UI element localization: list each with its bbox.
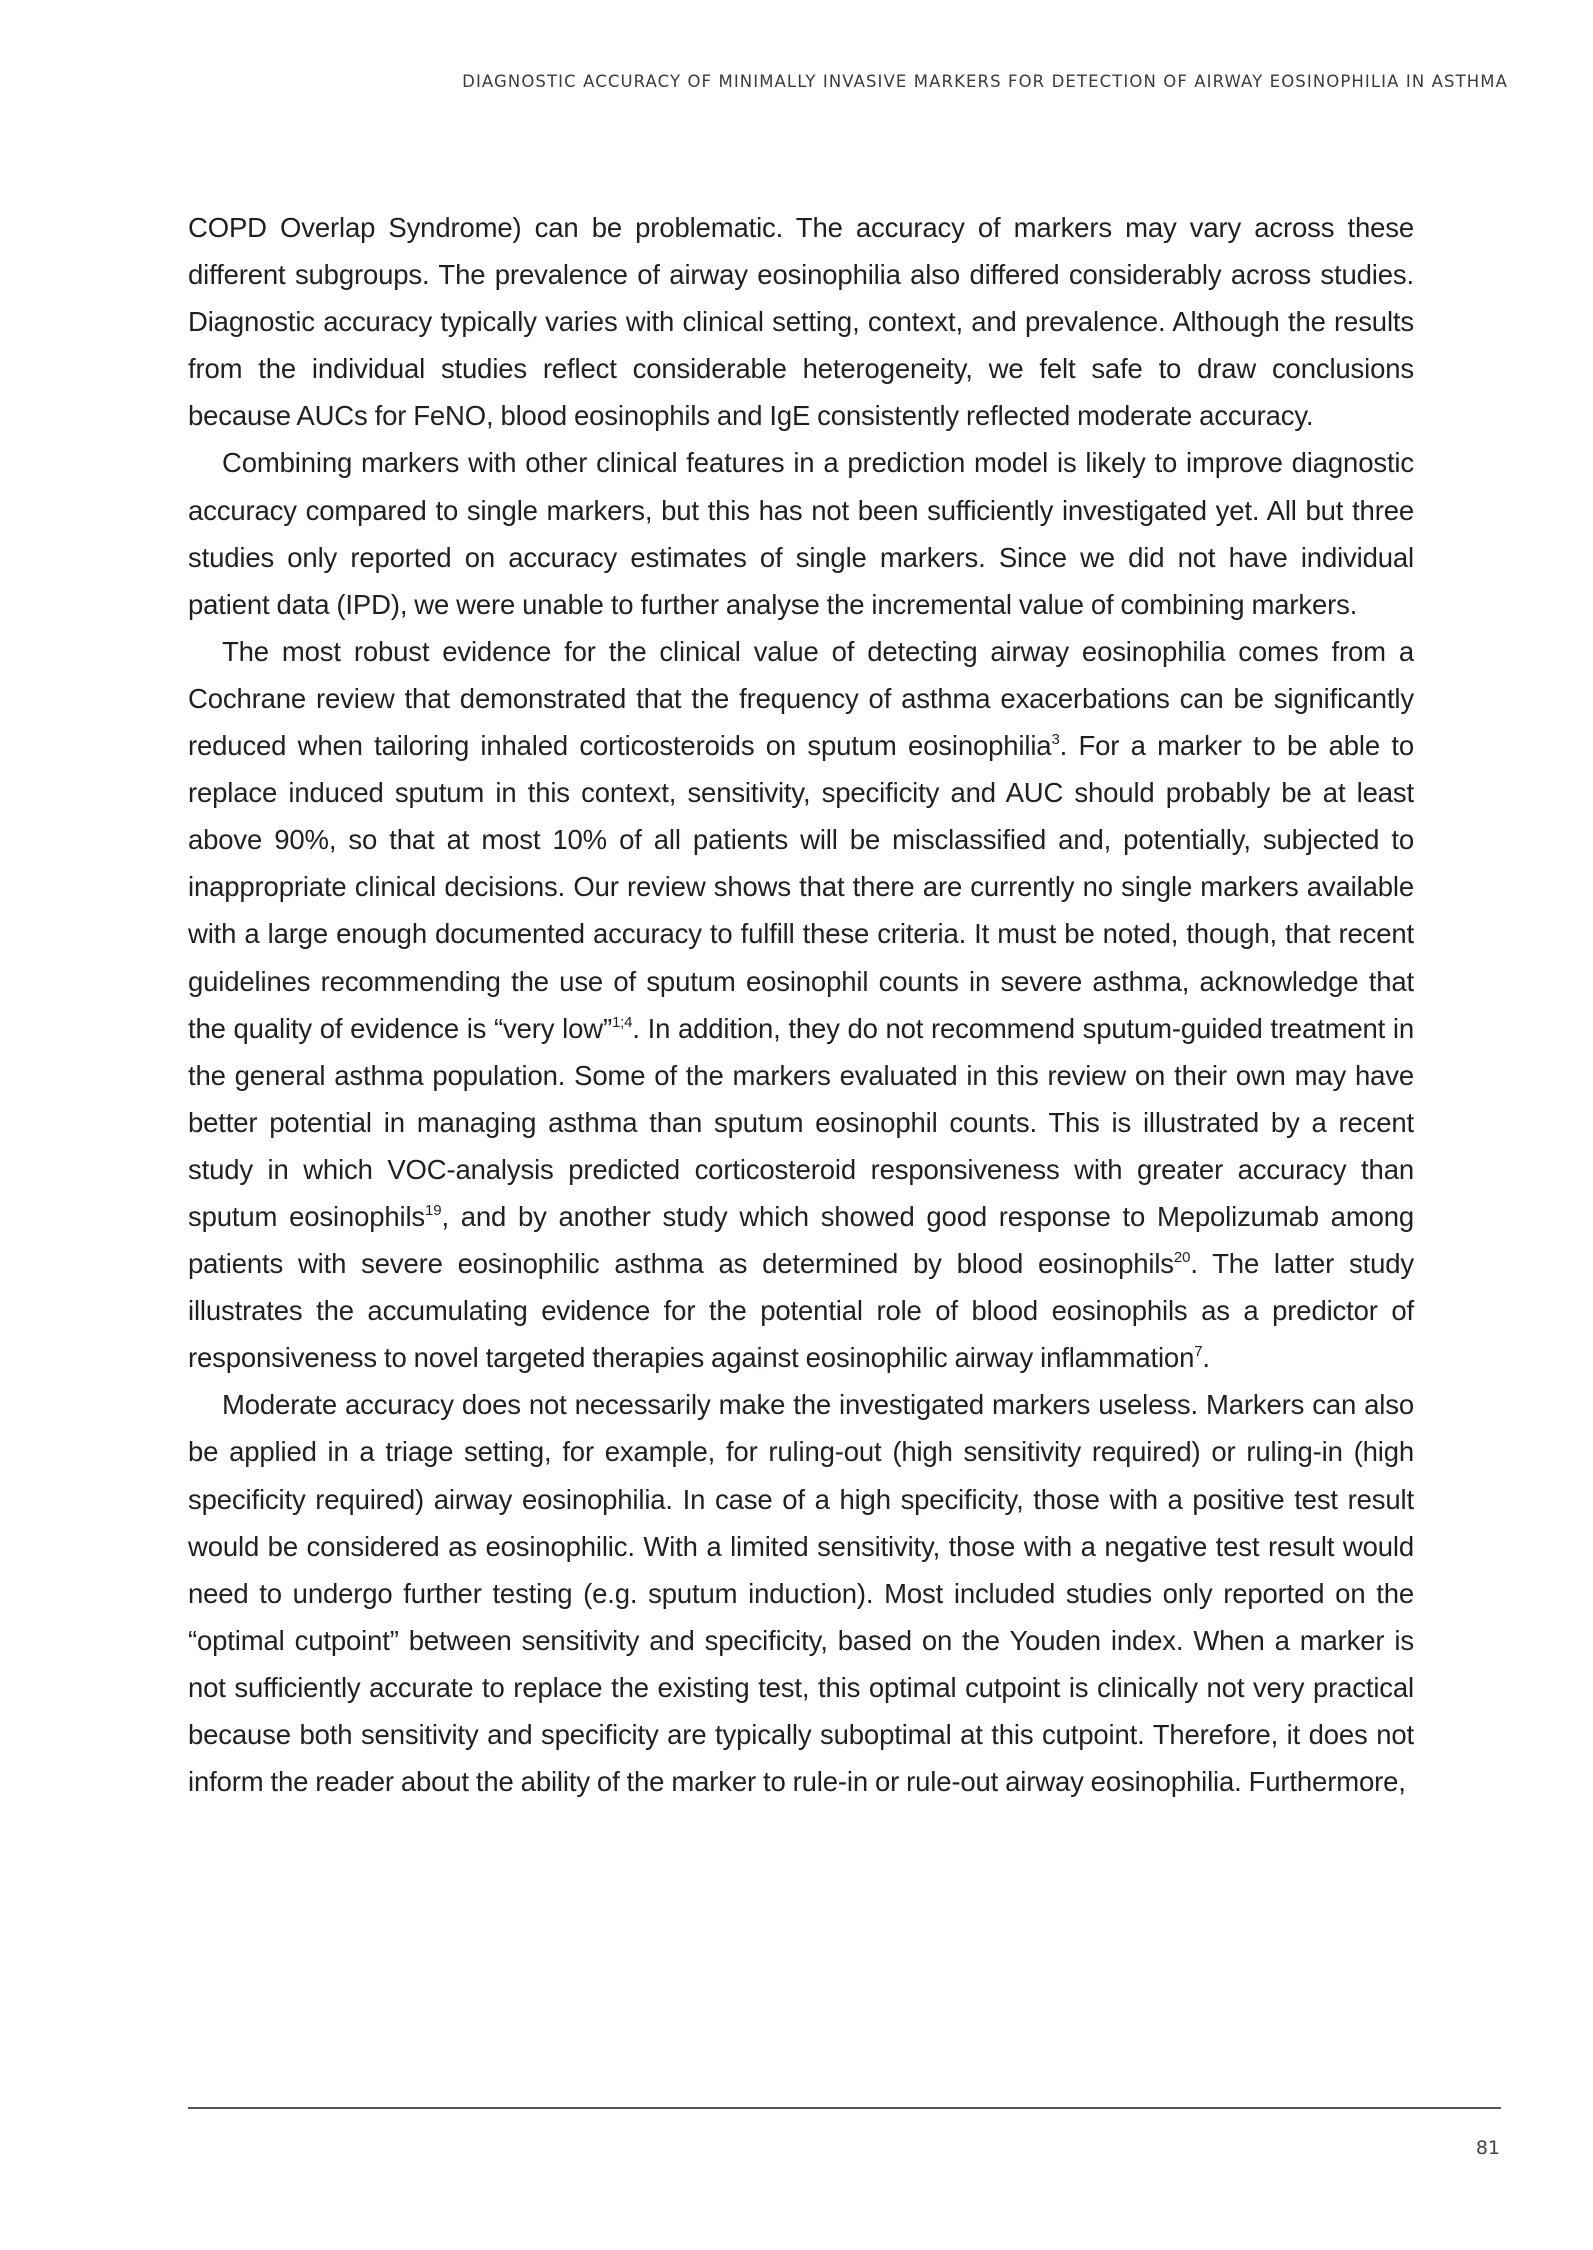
paragraph-text: COPD Overlap Syndrome) can be problematic. The accuracy of markers may vary across these different subgroups. The prevalence of airway eosinophilia also differed considerably across studies. Diagnostic accuracy typically varies with clinical setting, context, and prevalence. Although the results from the individual studies reflect considerable heterogeneity, we felt safe to draw conclusions because AUCs for FeNO, blood eosinophils and IgE consistently reflected moderate accuracy. bbox=[188, 212, 1414, 432]
paragraph-text: . The latter study illustrates the accumulating evidence for the potential role of blood eosinophils as a predictor of responsiveness to novel targeted therapies against eosinophilic airway inflammation bbox=[188, 1248, 1414, 1374]
paragraph-text: The most robust evidence for the clinical value of detecting airway eosinophilia comes from a Cochrane review that demonstrated that the frequency of asthma exacerbations can be significantly reduced when tailoring inhaled corticosteroids on sputum eosinophilia bbox=[188, 635, 1414, 762]
paragraph-text: . In addition, they do not recommend sputum-guided treatment in the general asthma population. Some of the markers evaluated in this review on their own may have better potential in managing asthma than sputum eosinophil counts. This is illustrated by a recent study in which VOC-analysis predicted corticosteroid responsiveness with greater accuracy than sputum eosinophils bbox=[188, 1012, 1414, 1232]
paragraph bbox=[188, 439, 1414, 627]
citation-reference: 19 bbox=[425, 1201, 442, 1219]
paragraph bbox=[188, 204, 1414, 439]
citation-reference: 1;4 bbox=[611, 1013, 633, 1031]
citation-reference: 20 bbox=[1173, 1249, 1191, 1267]
footer-divider bbox=[188, 2107, 1501, 2109]
body-text bbox=[188, 204, 1414, 1805]
citation-reference: 7 bbox=[1194, 1343, 1203, 1361]
paragraph-text: Moderate accuracy does not necessarily make the investigated markers useless. Markers can also be applied in a triage setting, for example, for ruling-out (high sensitivity required) or ruling-in (high specificity required) airway eosinophilia. In case of a high specificity, those with a positive test result would be considered as eosinophilic. With a limited sensitivity, those with a negative test result would need to undergo further testing (e.g. sputum induction). Most included studies only reported on the “optimal cutpoint” between sensitivity and specificity, based on the Youden index. When a marker is not sufficiently accurate to replace the existing test, this optimal cutpoint is clinically not very practical because both sensitivity and specificity are typically suboptimal at this cutpoint. Therefore, it does not inform the reader about the ability of the marker to rule-in or rule-out airway eosinophilia. Furthermore, bbox=[188, 1389, 1414, 1798]
paragraph-text: . bbox=[1202, 1342, 1210, 1374]
paragraph-text: . For a marker to be able to replace induced sputum in this context, sensitivity, specificity and AUC should probably be at least above 90%, so that at most 10% of all patients will be misclassified and, potentially, subjected to inappropriate clinical decisions. Our review shows that there are currently no single markers available with a large enough documented accuracy to fulfill these criteria. It must be noted, though, that recent guidelines recommending the use of sputum eosinophil counts in severe asthma, acknowledge that the quality of evidence is “very low” bbox=[188, 730, 1414, 1044]
paragraph-text: Combining markers with other clinical features in a prediction model is likely to improve diagnostic accuracy compared to single markers, but this has not been sufficiently investigated yet. All but three studies only reported on accuracy estimates of single markers. Since we did not have individual patient data (IPD), we were unable to further analyse the incremental value of combining markers. bbox=[188, 447, 1414, 620]
paragraph-text: , and by another study which showed good response to Mepolizumab among patients with severe eosinophilic asthma as determined by blood eosinophils bbox=[188, 1200, 1415, 1280]
paragraph bbox=[188, 1381, 1414, 1805]
citation-reference: 3 bbox=[1051, 731, 1060, 749]
running-header: DIAGNOSTIC ACCURACY OF MINIMALLY INVASIVE MARKERS FOR DETECTION OF AIRWAY EOSINOPHILIA IN ASTHMA bbox=[462, 72, 1508, 91]
page-number: 81 bbox=[1475, 2137, 1500, 2159]
paragraph bbox=[188, 628, 1414, 1382]
